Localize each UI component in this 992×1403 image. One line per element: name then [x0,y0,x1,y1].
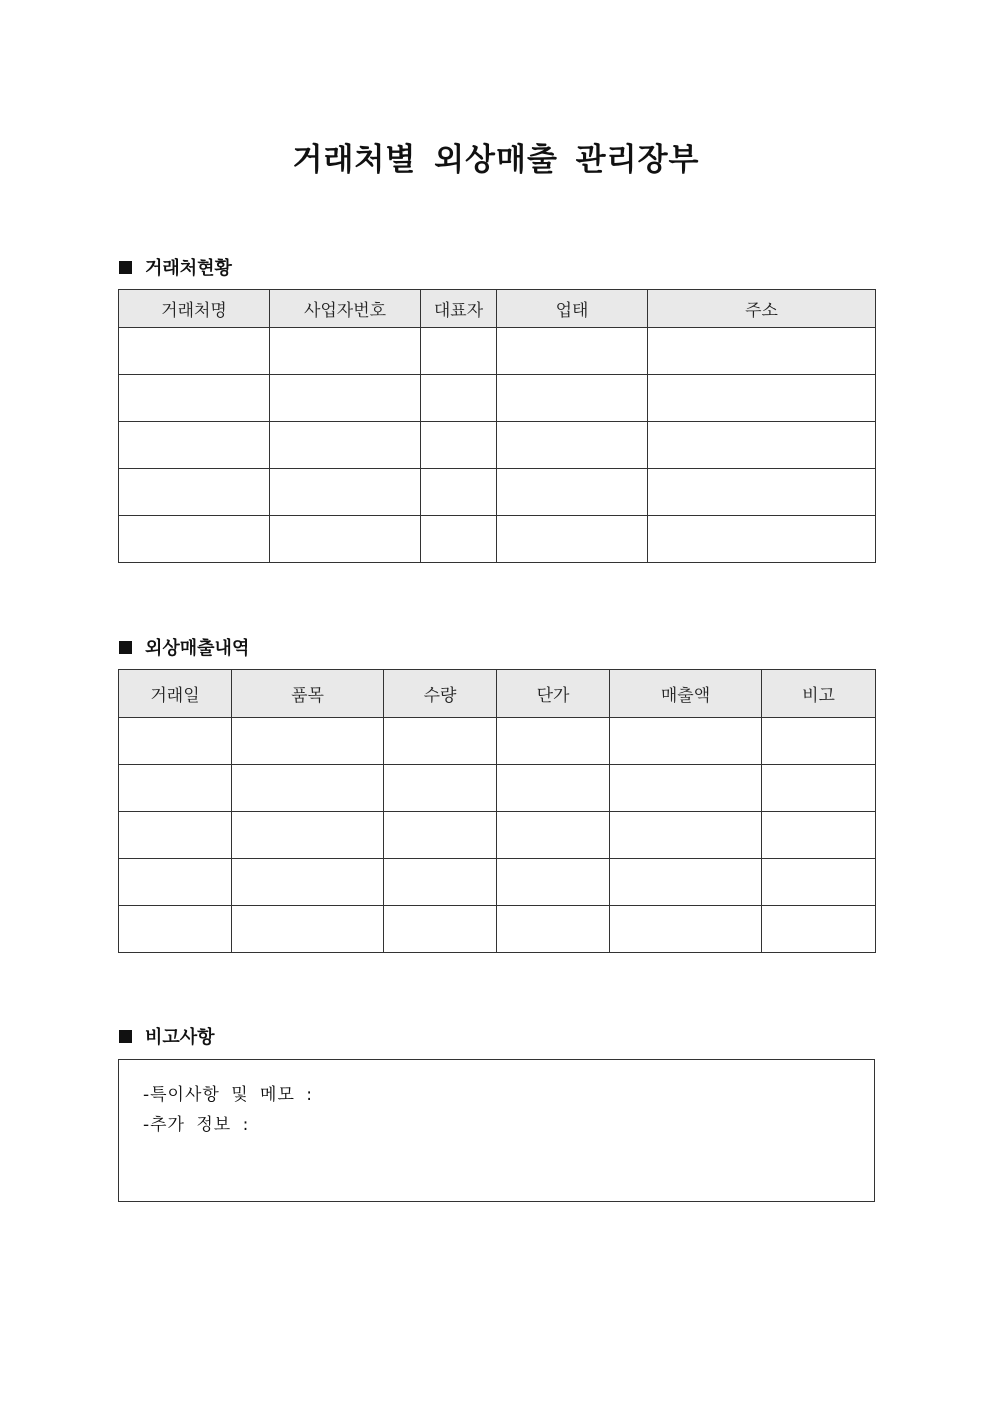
table-row [119,422,876,469]
section-heading-label: 거래처현황 [145,258,232,279]
table-cell[interactable] [497,469,648,516]
table-row [119,375,876,422]
table-cell[interactable] [270,469,421,516]
table-row [119,765,876,812]
table-cell[interactable] [648,422,876,469]
column-header-remarks: 비고 [762,670,876,718]
page-title: 거래처별 외상매출 관리장부 [292,142,700,178]
table-cell[interactable] [610,859,762,906]
table-cell[interactable] [421,422,497,469]
table-cell[interactable] [270,375,421,422]
table-cell[interactable] [119,328,270,375]
table-cell[interactable] [762,906,876,953]
column-header-representative: 대표자 [421,290,497,328]
table-cell[interactable] [497,516,648,563]
table-row [119,516,876,563]
table-cell[interactable] [421,328,497,375]
table-cell[interactable] [421,469,497,516]
table-cell[interactable] [421,375,497,422]
client-status-table [118,289,876,563]
table-cell[interactable] [610,812,762,859]
table-cell[interactable] [232,765,384,812]
table-row [119,328,876,375]
table-cell[interactable] [232,906,384,953]
table-cell[interactable] [610,765,762,812]
table-cell[interactable] [497,375,648,422]
table-row [119,812,876,859]
table-cell[interactable] [497,906,610,953]
table-cell[interactable] [119,422,270,469]
square-bullet-icon [119,261,132,274]
notes-line-special: -특이사항 및 메모 : [143,1085,314,1105]
table-cell[interactable] [119,469,270,516]
table-cell[interactable] [119,812,232,859]
table-cell[interactable] [232,812,384,859]
column-header-business-type: 업태 [497,290,648,328]
column-header-address: 주소 [648,290,876,328]
credit-sales-table [118,669,876,953]
table-cell[interactable] [497,328,648,375]
table-cell[interactable] [421,516,497,563]
table-cell[interactable] [270,328,421,375]
notes-line-additional: -추가 정보 : [143,1115,250,1135]
column-header-transaction-date: 거래일 [119,670,232,718]
table-cell[interactable] [648,469,876,516]
table-cell[interactable] [648,516,876,563]
table-row [119,906,876,953]
table-cell[interactable] [762,718,876,765]
remarks-box[interactable] [118,1059,875,1202]
square-bullet-icon [119,1030,132,1043]
table-row [119,859,876,906]
column-header-business-number: 사업자번호 [270,290,421,328]
table-cell[interactable] [384,718,497,765]
column-header-unit-price: 단가 [497,670,610,718]
table-header-row [119,290,876,328]
table-cell[interactable] [762,859,876,906]
table-cell[interactable] [119,375,270,422]
table-cell[interactable] [232,718,384,765]
table-cell[interactable] [384,859,497,906]
table-cell[interactable] [648,375,876,422]
table-cell[interactable] [384,906,497,953]
table-cell[interactable] [119,859,232,906]
table-header-row [119,670,876,718]
column-header-item: 품목 [232,670,384,718]
section-heading-label: 비고사항 [145,1027,215,1048]
table-cell[interactable] [497,422,648,469]
table-cell[interactable] [119,765,232,812]
table-row [119,718,876,765]
section-heading-credit-sales [119,634,249,660]
table-cell[interactable] [648,328,876,375]
table-cell[interactable] [232,859,384,906]
table-cell[interactable] [497,812,610,859]
table-cell[interactable] [119,906,232,953]
table-cell[interactable] [270,422,421,469]
column-header-sales-amount: 매출액 [610,670,762,718]
column-header-client-name: 거래처명 [119,290,270,328]
table-cell[interactable] [497,859,610,906]
square-bullet-icon [119,641,132,654]
table-cell[interactable] [497,765,610,812]
table-cell[interactable] [384,812,497,859]
table-cell[interactable] [497,718,610,765]
table-cell[interactable] [762,812,876,859]
section-heading-remarks [119,1023,215,1049]
table-cell[interactable] [610,718,762,765]
table-cell[interactable] [610,906,762,953]
table-cell[interactable] [270,516,421,563]
table-cell[interactable] [762,765,876,812]
section-heading-label: 외상매출내역 [145,638,250,659]
table-cell[interactable] [384,765,497,812]
table-row [119,469,876,516]
table-cell[interactable] [119,718,232,765]
column-header-quantity: 수량 [384,670,497,718]
section-heading-clients [119,254,232,280]
table-cell[interactable] [119,516,270,563]
